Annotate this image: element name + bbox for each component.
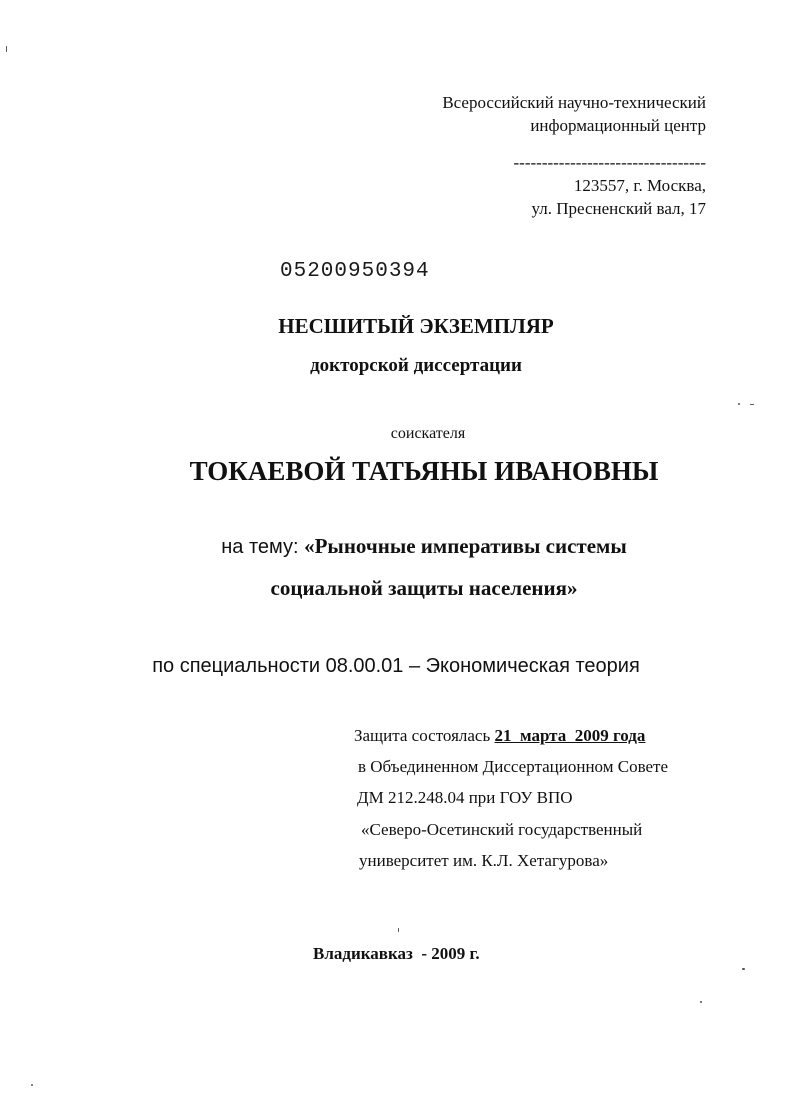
scan-speck [738,403,740,405]
defense-line1 [354,721,645,751]
defense-university-line1: «Северо-Осетинский государственный [361,820,643,839]
registration-number: 05200950394 [280,260,430,283]
scan-speck [398,928,399,932]
address-dashes: ---------------------------------- [513,153,706,172]
applicant-name: ТОКАЕВОЙ ТАТЬЯНЫ ИВАНОВНЫ [189,456,659,486]
org-name-line2: информационный центр [530,116,706,135]
specialty: по специальности 08.00.01 – Экономическая теория [152,655,640,677]
document-title: НЕСШИТЫЙ ЭКЗЕМПЛЯР [278,314,554,338]
address-block [442,91,706,220]
defense-date: 21 марта 2009 года [494,726,646,745]
city-year: Владикавказ - 2009 г. [313,944,480,963]
scan-speck [6,46,7,52]
scan-speck [700,1001,702,1003]
defense-council-code: ДМ 212.248.04 при ГОУ ВПО [357,788,573,807]
scan-speck [750,404,754,405]
topic-prefix: на тему: [221,536,305,558]
defense-university-line2: университет им. К.Л. Хетагурова» [359,851,609,870]
scan-speck [31,1084,33,1086]
topic-title-line2: социальной защиты населения» [270,576,578,600]
topic-line1 [0,534,792,559]
document-subtitle: докторской диссертации [310,355,522,376]
defense-council: в Объединенном Диссертационном Совете [358,757,669,776]
applicant-label: соискателя [390,425,466,442]
address-city: 123557, г. Москва, [573,176,706,195]
org-name-line1: Всероссийский научно-технический [442,93,706,112]
scan-speck [742,968,745,970]
topic-title-line1: «Рыночные императивы системы [304,534,627,558]
address-street: ул. Пресненский вал, 17 [531,199,706,218]
defense-prefix: Защита состоялась [354,726,495,745]
